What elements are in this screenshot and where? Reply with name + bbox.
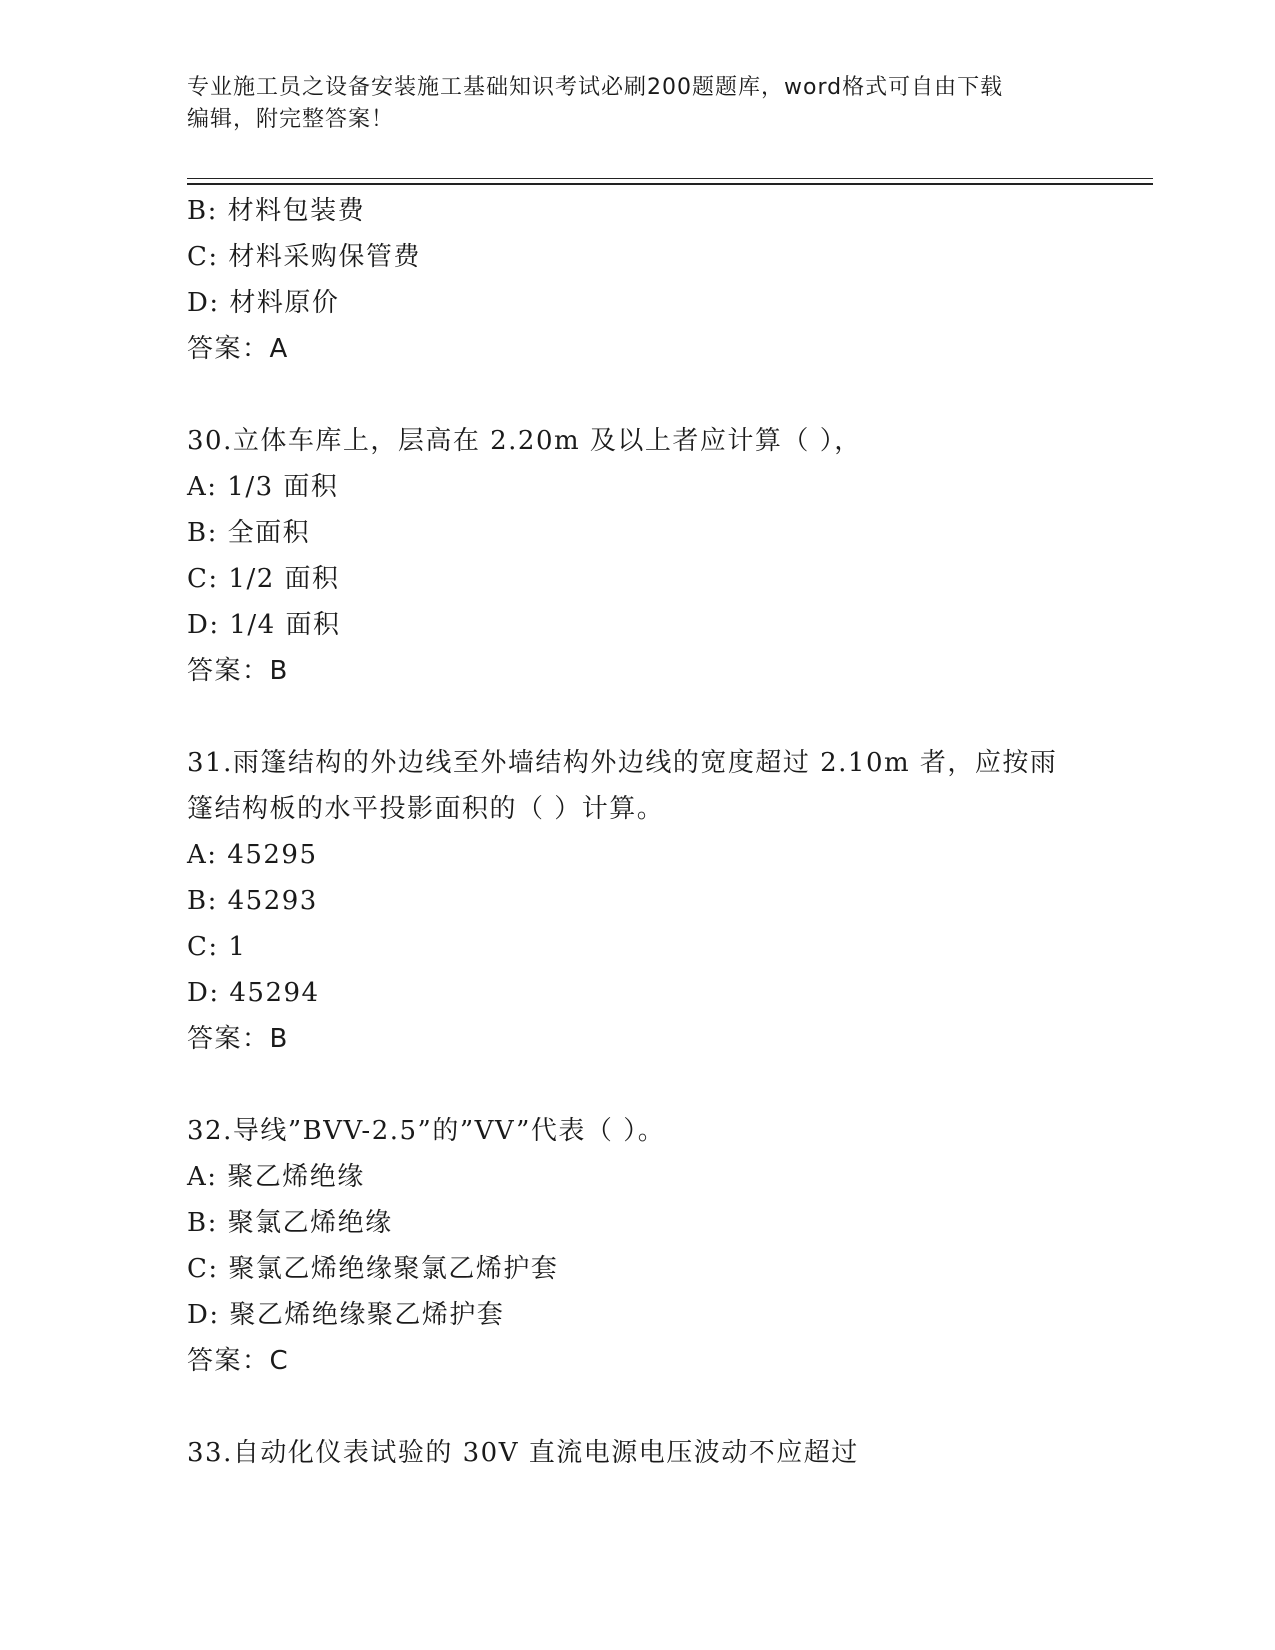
header-title-line-1: 专业施工员之设备安装施工基础知识考试必刷200题题库，word格式可自由下载 xyxy=(187,75,1004,100)
option-b: B: 聚氯乙烯绝缘 xyxy=(187,1208,393,1238)
question-stem: 33.自动化仪表试验的 30V 直流电源电压波动不应超过 xyxy=(187,1438,859,1468)
answer-line: 答案：B xyxy=(187,656,289,686)
spacer xyxy=(187,1062,1147,1108)
option-d: D: 材料原价 xyxy=(187,288,340,318)
spacer xyxy=(187,694,1147,740)
answer-line: 答案：C xyxy=(187,1346,290,1376)
header-divider-thick xyxy=(187,183,1153,185)
document-body xyxy=(187,188,1147,1476)
question-stem-line-1: 31.雨篷结构的外边线至外墙结构外边线的宽度超过 2.10m 者，应按雨 xyxy=(187,748,1058,778)
answer-line: 答案：B xyxy=(187,1024,289,1054)
option-b: B: 材料包装费 xyxy=(187,196,366,226)
option-a: A: 聚乙烯绝缘 xyxy=(187,1162,365,1192)
header-title-line-2: 编辑，附完整答案！ xyxy=(187,107,395,132)
option-d: D: 聚乙烯绝缘聚乙烯护套 xyxy=(187,1300,505,1330)
question-block-30 xyxy=(187,418,1147,694)
option-d: D: 45294 xyxy=(187,978,320,1008)
option-c: C: 材料采购保管费 xyxy=(187,242,421,272)
question-stem: 32.导线”BVV-2.5”的”VV”代表（ ）。 xyxy=(187,1116,666,1146)
document-header xyxy=(187,72,1087,136)
option-b: B: 45293 xyxy=(187,886,318,916)
option-c: C: 聚氯乙烯绝缘聚氯乙烯护套 xyxy=(187,1254,559,1284)
header-divider-thin xyxy=(187,178,1153,179)
spacer xyxy=(187,372,1147,418)
option-b: B: 全面积 xyxy=(187,518,311,548)
spacer xyxy=(187,1384,1147,1430)
answer-line: 答案：A xyxy=(187,334,289,364)
option-c: C: 1 xyxy=(187,932,247,962)
question-block-29-continued xyxy=(187,188,1147,372)
option-a: A: 45295 xyxy=(187,840,318,870)
option-d: D: 1/4 面积 xyxy=(187,610,341,640)
question-stem-line-2: 篷结构板的水平投影面积的（ ）计算。 xyxy=(187,794,665,824)
question-stem: 30.立体车库上，层高在 2.20m 及以上者应计算（ ）， xyxy=(187,426,862,456)
option-a: A: 1/3 面积 xyxy=(187,472,339,502)
question-block-31 xyxy=(187,740,1147,1062)
question-block-32 xyxy=(187,1108,1147,1384)
question-block-33 xyxy=(187,1430,1147,1476)
option-c: C: 1/2 面积 xyxy=(187,564,340,594)
